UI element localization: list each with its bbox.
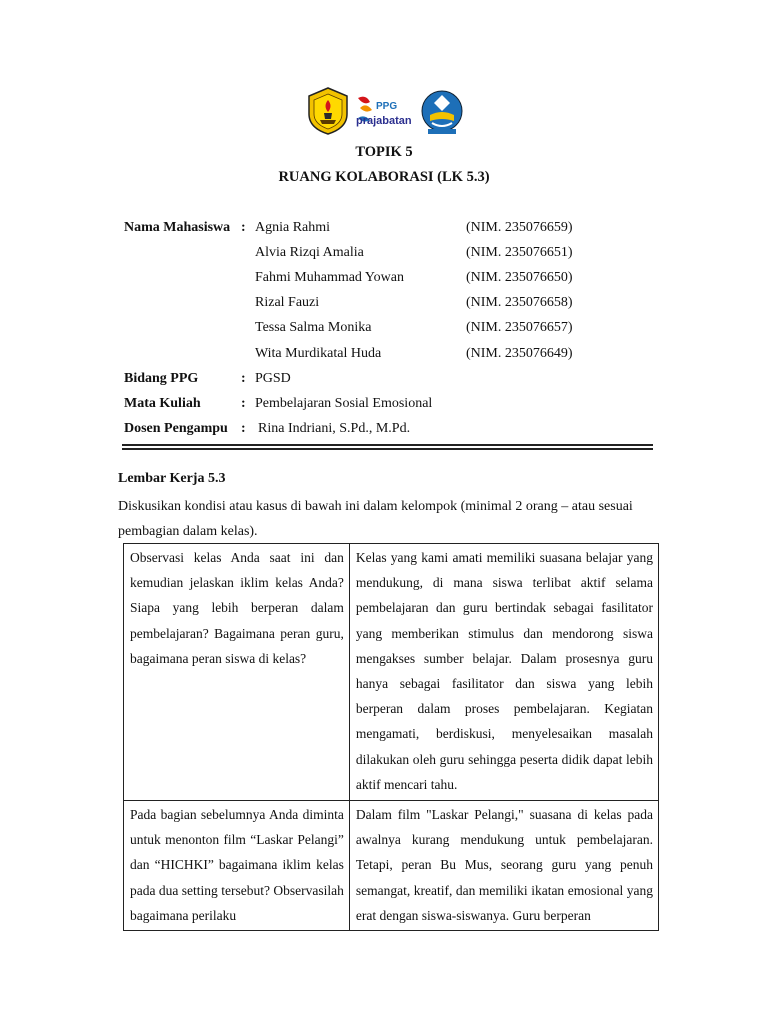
student-name: Wita Murdikatal Huda (255, 346, 382, 361)
bidang-colon: : (241, 371, 246, 386)
dosen-colon: : (241, 421, 246, 436)
worksheet-table (123, 543, 659, 931)
matkul-value: Pembelajaran Sosial Emosional (255, 396, 433, 411)
table-row (124, 544, 659, 801)
divider-line (122, 444, 653, 446)
bidang-value: PGSD (255, 371, 291, 386)
kemendikbud-logo (420, 89, 464, 137)
divider-line (122, 448, 653, 450)
prajabatan-text: prajabatan (356, 115, 412, 127)
question-cell: Pada bagian sebelumnya Anda diminta untuk menonton film “Laskar Pelangi” dan “HICHKI” bagaimana iklim kelas pada dua setting tersebut? Observasilah bagaimana perilaku (124, 801, 350, 931)
matkul-label: Mata Kuliah (124, 396, 201, 411)
student-nim: (NIM. 235076650) (466, 270, 573, 285)
student-name: Alvia Rizqi Amalia (255, 245, 364, 260)
topic-title: TOPIK 5 (355, 144, 413, 160)
students-label: Nama Mahasiswa (124, 220, 231, 235)
matkul-colon: : (241, 396, 246, 411)
dosen-label: Dosen Pengampu (124, 421, 228, 436)
dosen-value: Rina Indriani, S.Pd., M.Pd. (258, 421, 411, 436)
university-seal-logo (305, 86, 351, 136)
worksheet-instruction: Diskusikan kondisi atau kasus di bawah ini dalam kelompok (minimal 2 orang – atau sesuai pembagian dalam kelas). (118, 499, 633, 539)
table-row (124, 801, 659, 931)
student-nim: (NIM. 235076659) (466, 220, 573, 235)
student-nim: (NIM. 235076651) (466, 245, 573, 260)
student-nim: (NIM. 235076657) (466, 320, 573, 335)
student-nim: (NIM. 235076649) (466, 346, 573, 361)
students-colon: : (241, 220, 246, 235)
student-name: Tessa Salma Monika (255, 320, 372, 335)
student-name: Fahmi Muhammad Yowan (255, 270, 404, 285)
answer-cell: Kelas yang kami amati memiliki suasana belajar yang mendukung, di mana siswa terlibat aktif selama pembelajaran dan guru bertindak sebagai fasilitator yang memberikan stimulus dan mendorong siswa mengakses sumber belajar. Dalam prosesnya guru hanya sebagai fasilitator dan siswa yang lebih berperan dalam proses pembelajaran. Kegiatan mengamati, berdiskusi, menyelesaikan masalah dilakukan oleh guru sehingga peserta didik dapat lebih aktif mencari tahu. (349, 544, 658, 801)
question-cell: Observasi kelas Anda saat ini dan kemudian jelaskan iklim kelas Anda? Siapa yang lebih berperan dalam pembelajaran? Bagaimana peran guru, bagaimana peran siswa di kelas? (124, 544, 350, 801)
worksheet-heading: Lembar Kerja 5.3 (118, 471, 226, 486)
student-name: Rizal Fauzi (255, 295, 320, 310)
bidang-label: Bidang PPG (124, 371, 199, 386)
ppg-prajabatan-logo (356, 92, 418, 136)
student-name: Agnia Rahmi (255, 220, 331, 235)
worksheet-title: RUANG KOLABORASI (LK 5.3) (278, 169, 490, 185)
answer-cell: Dalam film "Laskar Pelangi," suasana di kelas pada awalnya kurang mendukung untuk pembelajaran. Tetapi, peran Bu Mus, seorang guru yang penuh semangat, kreatif, dan memiliki ikatan emosional yang erat dengan siswa-siswanya. Guru berperan (349, 801, 658, 931)
header-logos (0, 86, 768, 142)
ppg-text: PPG (376, 101, 398, 112)
student-nim: (NIM. 235076658) (466, 295, 573, 310)
